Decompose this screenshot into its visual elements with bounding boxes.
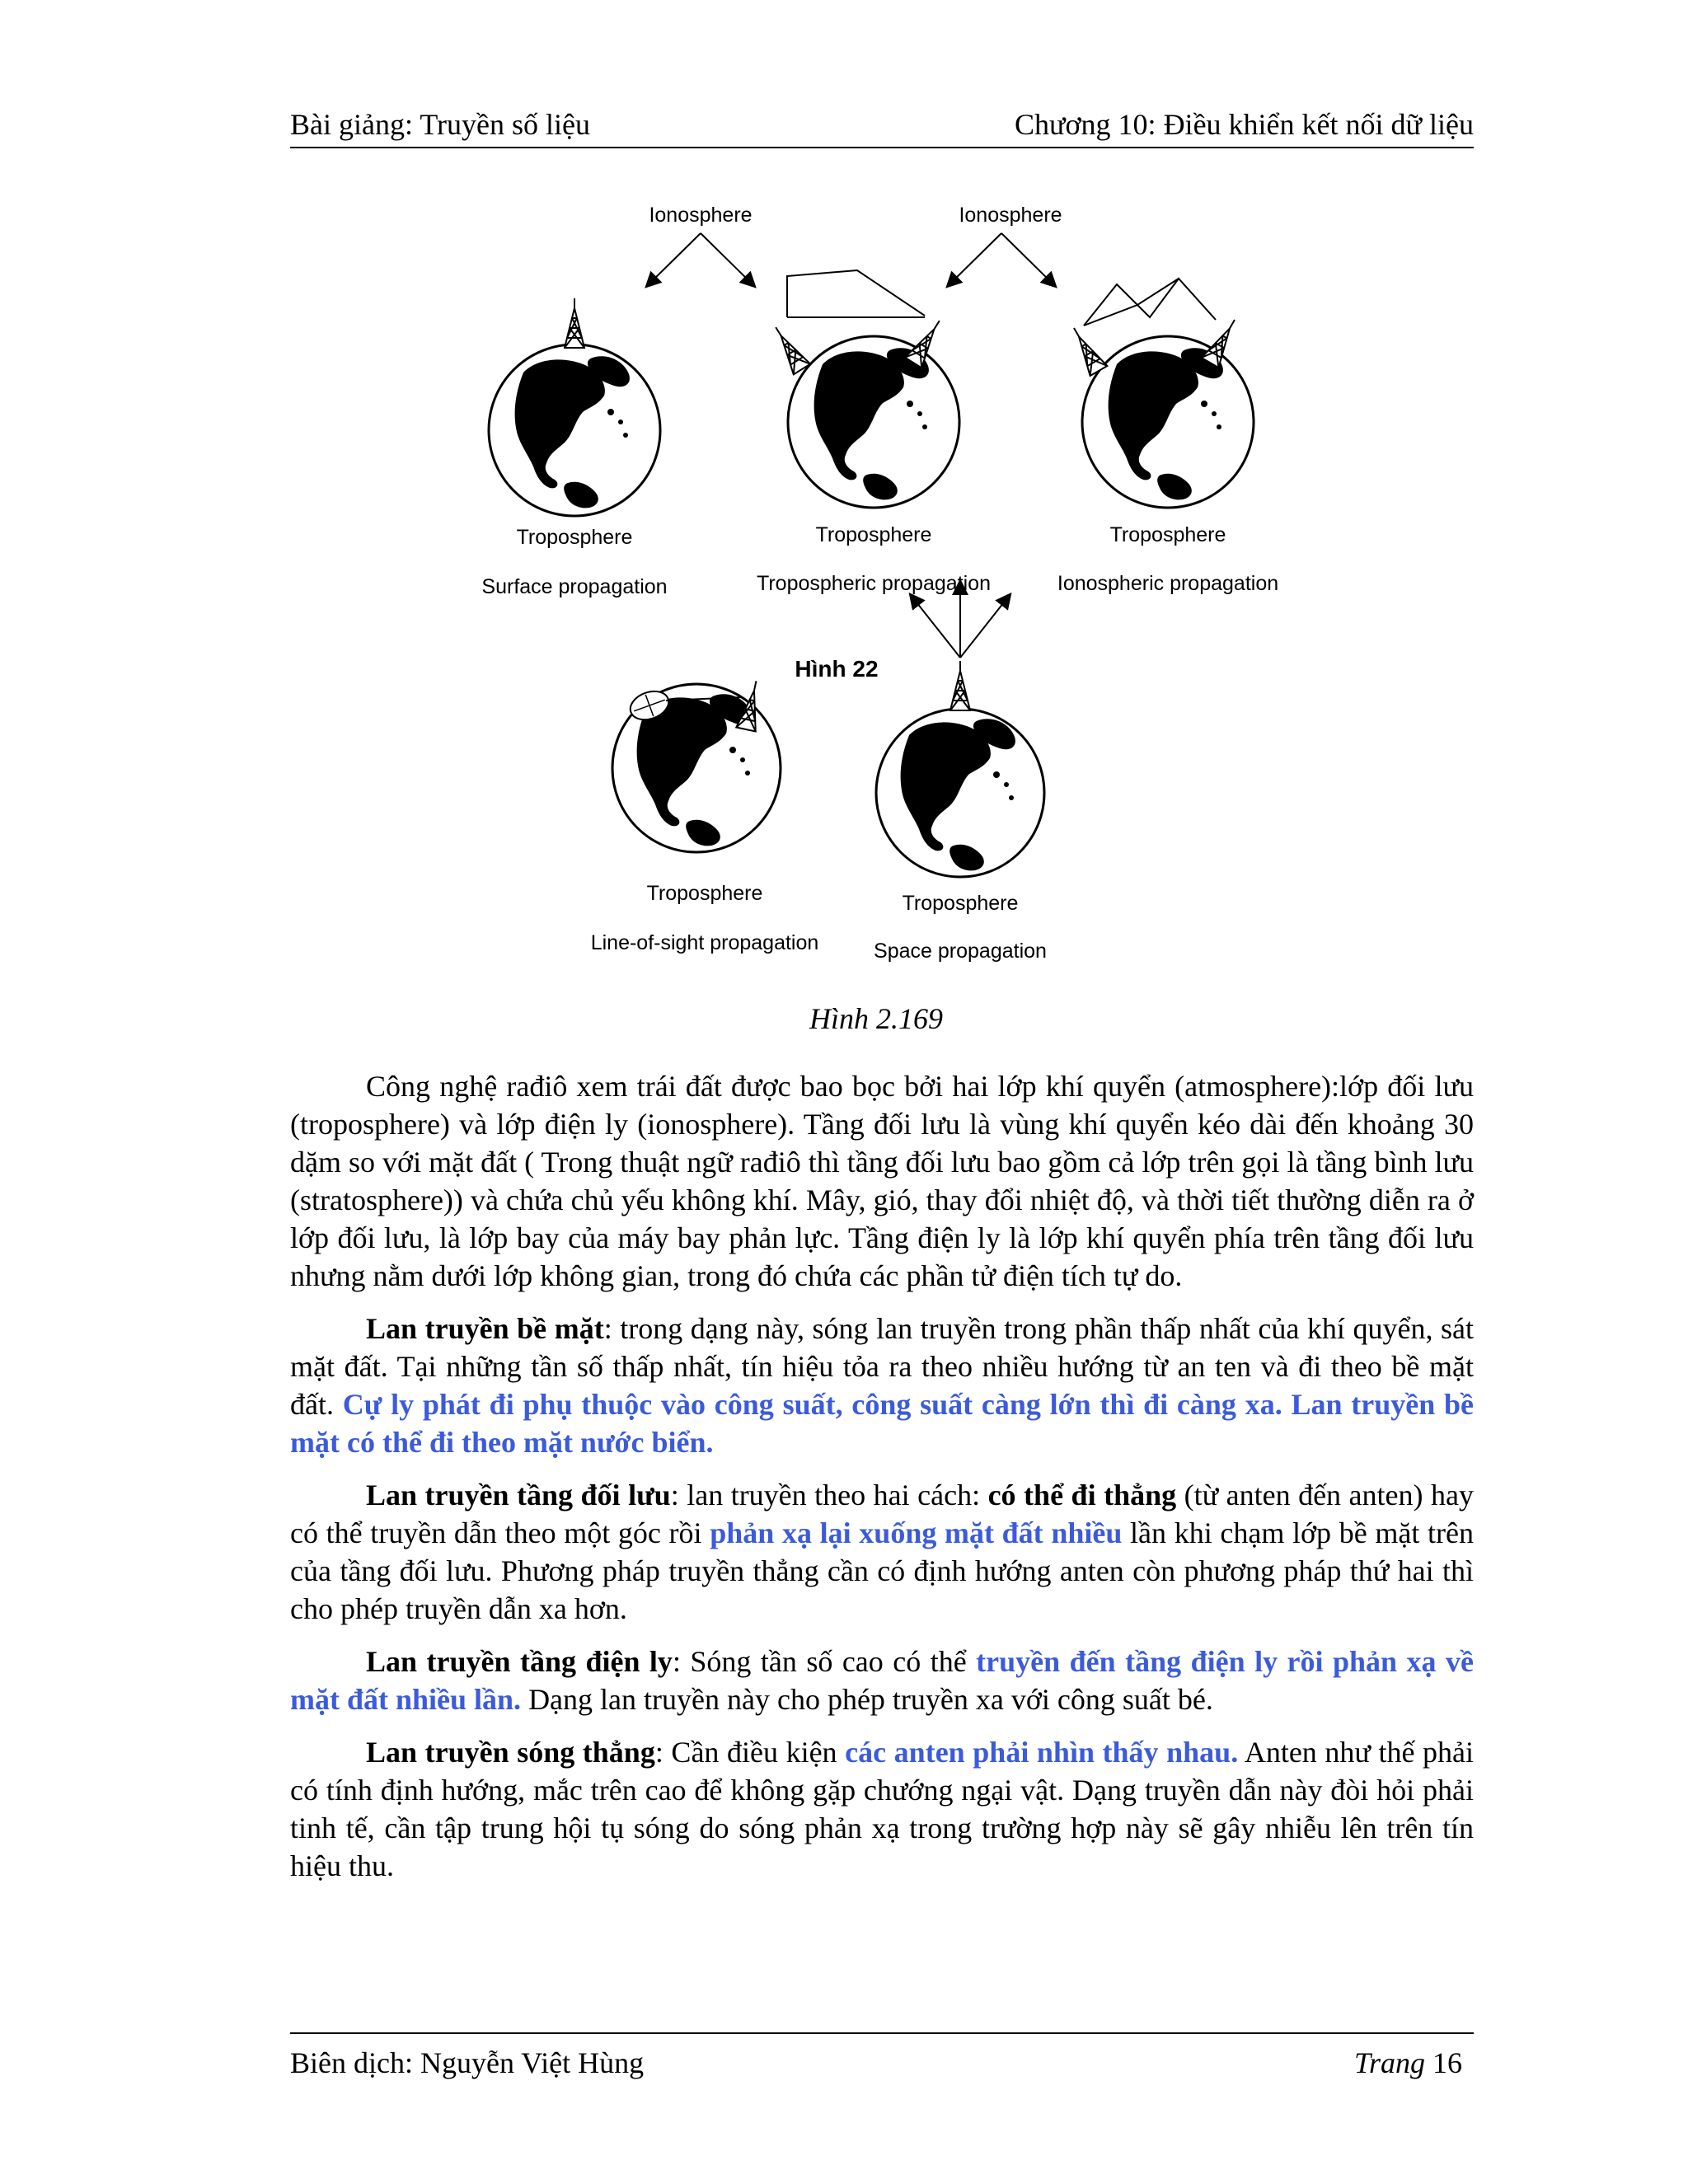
- panel-caption: Surface propagation: [481, 575, 668, 598]
- body-text: [290, 1067, 1474, 1900]
- ionospheric-ray: [1084, 279, 1179, 326]
- paragraph-intro: Công nghệ rađiô xem trái đất được bao bọc bởi hai lớp khí quyển (atmosphere):lớp đối lưu (troposphere) và lớp điện ly (ionosphere). Tầng đối lưu là vùng khí quyển kéo dài đến khoảng 30 dặm so với mặt đất ( Trong thuật ngữ rađiô thì tầng đối lưu bao gồm cả lớp trên gọi là tầng bình lưu (stratosphere)) và chứa chủ yếu không khí. Mây, gió, thay đổi nhiệt độ, và thời tiết thường diễn ra ở lớp đối lưu, là lớp bay của máy bay phản lực. Tầng điện ly là lớp khí quyển phía trên tầng đối lưu nhưng nằm dưới lớp không gian, trong đó chứa các phần tử điện tích tự do.: [290, 1070, 1474, 1292]
- term-surface: Lan truyền bề mặt: [366, 1312, 604, 1345]
- troposphere-label: Troposphere: [1109, 523, 1226, 546]
- footer-translator: Biên dịch: Nguyễn Việt Hùng: [290, 2046, 645, 2079]
- page-footer: [290, 2032, 1474, 2083]
- propagation-figure: [0, 0, 1688, 1005]
- troposphere-label: Troposphere: [902, 892, 1019, 915]
- space-arrow: [911, 595, 960, 658]
- globe-surface: [489, 344, 660, 516]
- ionosphere-label: Ionosphere: [959, 204, 1062, 227]
- paragraph-text: : trong dạng này, sóng lan truyền trong phần thấp nhất của khí quyển, sát mặt đất. Tại những tần số thấp nhất, tín hiệu tỏa ra theo nhiều hướng từ an ten và đi theo bề mặt đất.: [290, 1312, 1474, 1421]
- globe-ionospheric: [1082, 336, 1254, 508]
- paragraph-surface: [290, 1310, 1474, 1461]
- highlight-text: phản xạ lại xuống mặt đất nhiều: [710, 1516, 1123, 1549]
- troposphere-label: Troposphere: [516, 526, 633, 549]
- highlight-text: truyền đến tầng điện ly rồi phản xạ về mặt đất nhiều lần.: [290, 1645, 1474, 1716]
- paragraph-text: Dạng lan truyền này cho phép truyền xa với công suất bé.: [521, 1683, 1213, 1716]
- paragraph-text: Anten như thế phải có tính định hướng, mắc trên cao để không gặp chướng ngại vật. Dạng truyền dẫn này đòi hỏi phải tinh tế, cần tập trung hội tụ sóng do sóng phản xạ trong trường hợp này sẽ gây nhiễu lên trên tín hiệu thu.: [290, 1736, 1475, 1882]
- tower-icon: [565, 298, 584, 348]
- ionosphere-arrow: [701, 233, 754, 286]
- bold-text: có thể đi thẳng: [987, 1479, 1177, 1511]
- tower-icon: [1066, 323, 1108, 376]
- figure-caption: Hình 2.169: [809, 1002, 943, 1035]
- page-number: [1354, 2046, 1462, 2080]
- globe-space: [876, 709, 1044, 877]
- figure-inner-title: Hình 22: [795, 656, 879, 682]
- troposphere-label: Troposphere: [646, 882, 763, 905]
- panel-caption: Ionospheric propagation: [1057, 572, 1279, 595]
- propagation-diagram: [0, 0, 1688, 1005]
- paragraph-text: : Cần điều kiện: [654, 1736, 846, 1769]
- highlight-text: Cự ly phát đi phụ thuộc vào công suất, công suất càng lớn thì đi càng xa. Lan truyền bề mặt có thể đi theo mặt nước biển.: [290, 1388, 1474, 1459]
- panel-caption: Tropospheric propagation: [757, 572, 991, 595]
- paragraph-text: lần khi chạm lớp bề mặt trên của tầng đối lưu. Phương pháp truyền thẳng cần có định hướng anten còn phương pháp thứ hai thì cho phép truyền dẫn xa hơn.: [290, 1516, 1474, 1625]
- page-word: Trang: [1353, 2046, 1425, 2079]
- panel-caption: Space propagation: [874, 940, 1047, 963]
- ionosphere-arrow: [1001, 233, 1055, 286]
- paragraph-text: : lan truyền theo hai cách:: [670, 1479, 988, 1511]
- term-line-of-sight: Lan truyền sóng thẳng: [366, 1736, 655, 1769]
- tower-icon: [950, 661, 970, 710]
- highlight-text: các anten phải nhìn thấy nhau.: [845, 1736, 1239, 1769]
- paragraph-text: (từ anten đến anten) hay có thể truyền dẫn theo một góc rồi: [290, 1479, 1474, 1549]
- page-number-value: 16: [1432, 2046, 1462, 2079]
- paragraph-ionospheric: [290, 1643, 1474, 1718]
- panel-caption: Line-of-sight propagation: [590, 931, 819, 954]
- ionosphere-arrow: [948, 233, 1001, 286]
- tower-icon: [767, 322, 810, 375]
- header-course-title: Bài giảng: Truyền số liệu: [290, 108, 591, 141]
- troposphere-label: Troposphere: [815, 523, 932, 546]
- space-arrow: [960, 595, 1010, 658]
- globe-tropospheric: [788, 336, 959, 508]
- term-ionospheric: Lan truyền tầng điện ly: [366, 1645, 673, 1678]
- ionosphere-label: Ionosphere: [649, 204, 753, 227]
- paragraph-text: : Sóng tần số cao có thể: [672, 1645, 977, 1678]
- tropospheric-ray: [787, 270, 925, 317]
- term-tropospheric: Lan truyền tầng đối lưu: [366, 1479, 671, 1511]
- ionosphere-arrow: [647, 233, 701, 286]
- header-chapter-title: Chương 10: Điều khiển kết nối dữ liệu: [1015, 108, 1474, 141]
- paragraph-tropospheric: [290, 1476, 1474, 1628]
- paragraph-line-of-sight: [290, 1733, 1474, 1885]
